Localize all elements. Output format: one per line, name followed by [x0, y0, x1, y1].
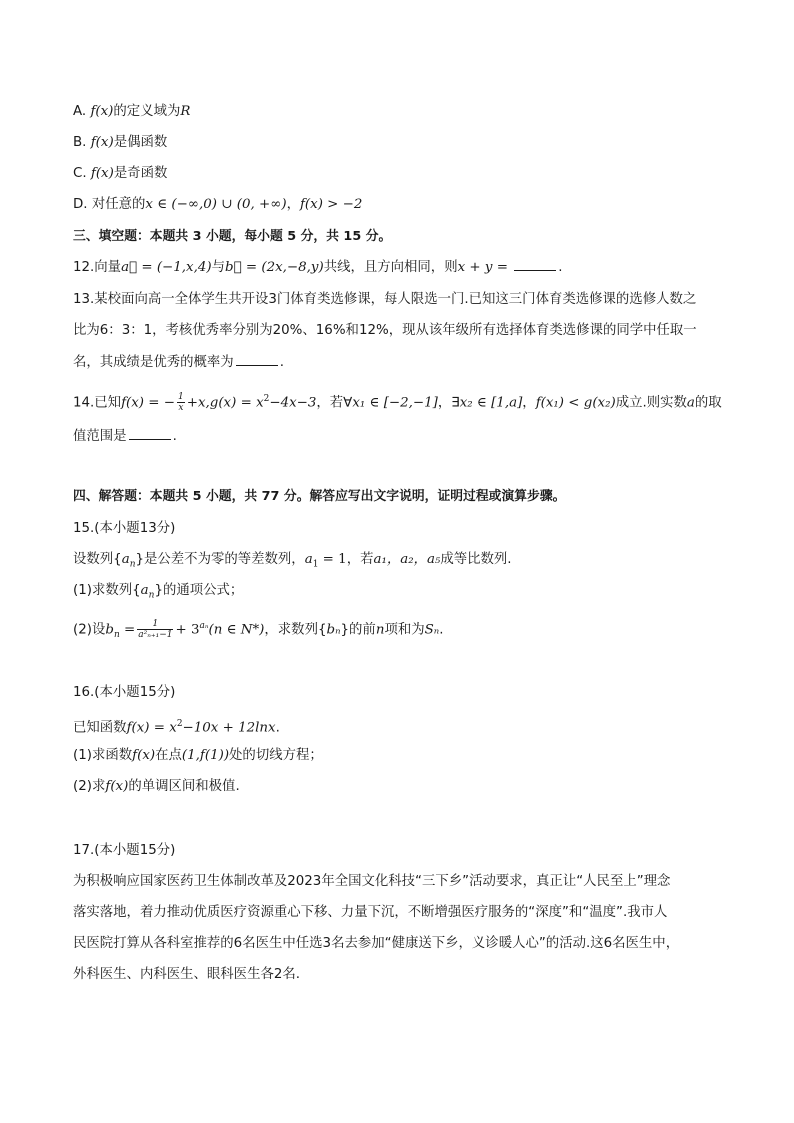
question-14-line-1: 14.已知f(x) = − $\frac{1}{x}$ $+x,g(x) = x^2-4x-3$，若∀x₁ ∈ [−2,−1]，∃x₂ ∈ [1,a]，f(x₁) < g(x₂)成立.则实数a的取	[73, 391, 722, 413]
question-17-heading: 17.(本小题15分)	[73, 843, 176, 858]
question-14-line-2: 值范围是 .	[73, 429, 177, 444]
question-13-line-2: 比为6：3：1，考核优秀率分别为20%、16%和12%，现从该年级所有选择体育类选修课的同学中任取一	[73, 323, 697, 338]
answer-blank[interactable]	[514, 258, 556, 271]
question-15-part-1: (1)求数列$\{a_n\}$的通项公式；	[73, 583, 244, 601]
option-b: B. f(x)是偶函数	[73, 135, 168, 150]
answer-blank[interactable]	[236, 353, 278, 366]
question-16-heading: 16.(本小题15分)	[73, 685, 176, 700]
section-answer-heading: 四、解答题：本题共 5 小题，共 77 分。解答应写出文字说明，证明过程或演算步骤。	[73, 489, 566, 504]
question-13-line-3: 名，其成绩是优秀的概率为 .	[73, 355, 284, 370]
fraction: $\frac{1}{x}$	[178, 391, 184, 413]
question-15-heading: 15.(本小题13分)	[73, 521, 176, 536]
fraction: $\frac{1}{\text{a²ₙ₊₁−1}}$	[138, 618, 173, 640]
question-17-line-4: 外科医生、内科医生、眼科医生各2名.	[73, 967, 301, 982]
option-d: D. 对任意的x ∈ (−∞,0) ∪ (0, +∞)，f(x) > −2	[73, 197, 363, 212]
question-15-part-2: (2)设$b_n$ = $\frac{1}{\text{a²ₙ₊₁−1}}$ + $3^{a_n}(n$ ∈ N*)，求数列{bₙ}的前n项和为Sₙ.	[73, 618, 444, 641]
question-17-line-2: 落实落地，着力推动优质医疗资源重心下移、力量下沉，不断增强医疗服务的“深度”和“温度”.我市人	[73, 905, 668, 920]
question-16-part-1: (1)求函数f(x)在点(1,f(1))处的切线方程；	[73, 748, 323, 763]
question-17-line-3: 民医院打算从各科室推荐的6名医生中任选3名去参加“健康送下乡，义诊暖人心”的活动.这6名医生中，	[73, 936, 680, 951]
section-fill-in-heading: 三、填空题：本题共 3 小题，每小题 5 分，共 15 分。	[73, 229, 392, 244]
question-16-line-1: 已知函数$f(x) = x^2-10x + 12\ln x$.	[73, 719, 280, 736]
answer-blank[interactable]	[129, 427, 171, 440]
question-16-part-2: (2)求f(x)的单调区间和极值.	[73, 779, 240, 794]
question-17-line-1: 为积极响应国家医药卫生体制改革及2023年全国文化科技“三下乡”活动要求，真正让“人民至上”理念	[73, 874, 671, 889]
question-12: 12.向量a⃗ = (−1,x,4)与b⃗ = (2x,−8,y)共线，且方向相同，则x + y = .	[73, 260, 563, 275]
question-15-line-1: 设数列$\{a_n\}$是公差不为零的等差数列，$a_1 = 1$，若a₁，a₂，a₅成等比数列.	[73, 552, 512, 570]
option-a: A. f(x)的定义域为R	[73, 104, 191, 119]
option-c: C. f(x)是奇函数	[73, 166, 168, 181]
question-13-line-1: 13.某校面向高一全体学生共开设3门体育类选修课，每人限选一门.已知这三门体育类选修课的选修人数之	[73, 292, 697, 307]
